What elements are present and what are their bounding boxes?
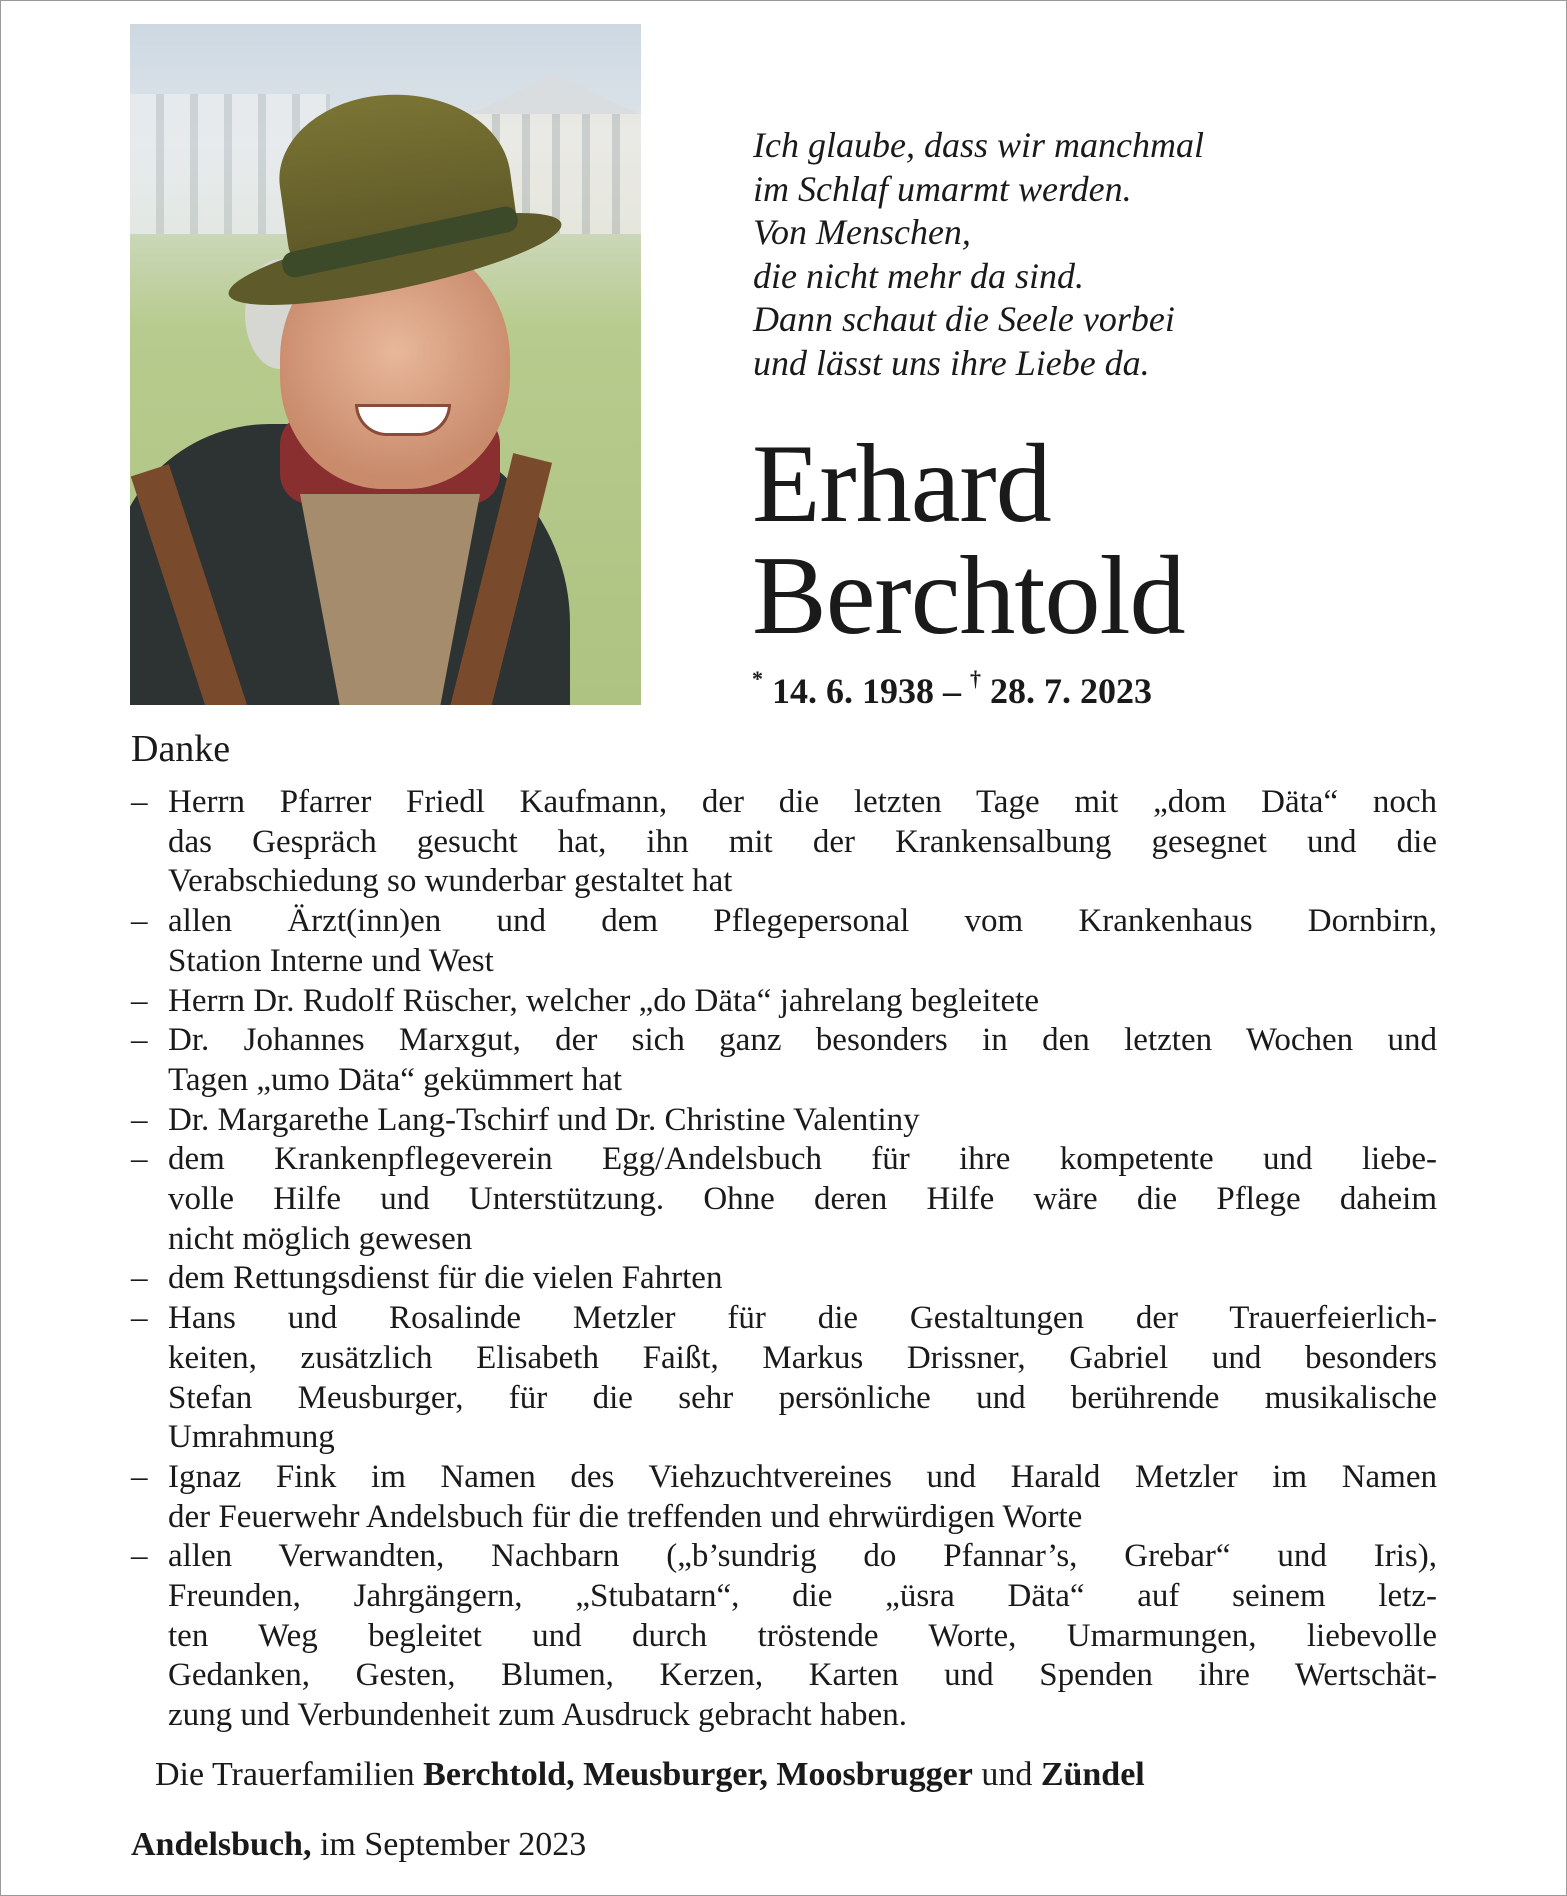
thanks-list-item: [131, 982, 1437, 1022]
list-item-line: allen Verwandten, Nachbarn („b’sundrig do Pfannar’s, Grebar“ und Iris),: [168, 1538, 1437, 1575]
list-item-line: nicht möglich gewesen: [168, 1220, 473, 1257]
thanks-list-item: [131, 1259, 1437, 1299]
photo-roof-right: [460, 74, 641, 119]
list-dash: –: [131, 1458, 148, 1495]
thanks-list-item: [131, 1101, 1437, 1141]
families-signature: [155, 1756, 1145, 1794]
poem: [753, 124, 1204, 385]
poem-line: Dann schaut die Seele vorbei: [753, 299, 1175, 339]
list-dash: –: [131, 1101, 148, 1138]
thanks-list-item: [131, 902, 1437, 981]
thanks-list-item: [131, 1140, 1437, 1259]
list-item-line: der Feuerwehr Andelsbuch für die treffenden und ehrwürdigen Worte: [168, 1498, 1083, 1535]
place-date: [131, 1826, 586, 1864]
thanks-list-item: [131, 1299, 1437, 1458]
thanks-list-item: [131, 1021, 1437, 1100]
families-prefix: Die Trauerfamilien: [155, 1756, 415, 1793]
list-item-line: dem Rettungsdienst für die vielen Fahrten: [168, 1260, 723, 1297]
list-item-line: Herrn Pfarrer Friedl Kaufmann, der die letzten Tage mit „dom Däta“ noch: [168, 784, 1437, 820]
list-dash: –: [131, 1022, 148, 1059]
list-item-line: Herrn Dr. Rudolf Rüscher, welcher „do Däta“ jahrelang begleitete: [168, 982, 1039, 1019]
birth-date: 14. 6. 1938 –: [772, 671, 961, 711]
list-item-line: Hans und Rosalinde Metzler für die Gestaltungen der Trauerfeierlich-: [168, 1300, 1437, 1337]
list-item-line: keiten, zusätzlich Elisabeth Faißt, Markus Drissner, Gabriel und besonders: [168, 1339, 1437, 1376]
list-item-line: Dr. Margarethe Lang-Tschirf und Dr. Christine Valentiny: [168, 1101, 920, 1138]
poem-line: und lässt uns ihre Liebe da.: [753, 342, 1150, 383]
death-symbol: †: [970, 666, 981, 691]
last-name: Berchtold: [752, 534, 1185, 658]
list-dash: –: [131, 903, 148, 940]
place-date-text: im September 2023: [319, 1826, 587, 1863]
list-item-line: dem Krankenpflegeverein Egg/Andelsbuch für ihre kompetente und liebe-: [168, 1141, 1437, 1178]
list-dash: –: [131, 1260, 148, 1297]
birth-symbol: *: [752, 666, 763, 691]
thanks-list-item: [131, 783, 1437, 902]
list-dash: –: [131, 1300, 148, 1337]
list-item-line: Stefan Meusburger, für die sehr persönliche und berührende musikalische: [168, 1379, 1437, 1416]
thanks-list-item: [131, 1537, 1437, 1736]
families-joiner: und: [981, 1756, 1033, 1793]
list-item-line: Ignaz Fink im Namen des Viehzuchtvereines und Harald Metzler im Namen: [168, 1458, 1437, 1495]
list-dash: –: [131, 982, 148, 1019]
list-item-line: Freunden, Jahrgängern, „Stubatarn“, die „üsra Däta“ auf seinem letz-: [168, 1578, 1437, 1615]
poem-line: die nicht mehr da sind.: [753, 255, 1084, 296]
thanks-list: [131, 783, 1437, 1736]
families-last: Zündel: [1040, 1756, 1145, 1793]
poem-line: im Schlaf umarmt werden.: [753, 168, 1132, 209]
list-item-line: volle Hilfe und Unterstützung. Ohne deren Hilfe wäre die Pflege daheim: [168, 1181, 1437, 1218]
first-name: Erhard: [752, 422, 1051, 546]
families-names: Berchtold, Meusburger, Moosbrugger: [423, 1756, 973, 1793]
life-dates: [752, 666, 1152, 712]
list-item-line: Tagen „umo Däta“ gekümmert hat: [168, 1061, 623, 1098]
portrait-photo: [130, 24, 641, 705]
list-item-line: Station Interne und West: [168, 942, 494, 979]
list-item-line: zung und Verbundenheit zum Ausdruck gebracht haben.: [168, 1697, 907, 1734]
list-item-line: Dr. Johannes Marxgut, der sich ganz besonders in den letzten Wochen und: [168, 1022, 1437, 1059]
deceased-name: [752, 422, 1185, 658]
poem-line: Von Menschen,: [753, 212, 971, 252]
poem-line: Ich glaube, dass wir manchmal: [753, 125, 1204, 165]
death-date: 28. 7. 2023: [990, 671, 1152, 711]
list-dash: –: [131, 1538, 148, 1575]
list-dash: –: [131, 784, 148, 820]
list-item-line: ten Weg begleitet und durch tröstende Worte, Umarmungen, liebevolle: [168, 1617, 1437, 1654]
thanks-heading: Danke: [131, 728, 231, 770]
list-item-line: allen Ärzt(inn)en und dem Pflegepersonal vom Krankenhaus Dornbirn,: [168, 903, 1437, 940]
list-item-line: Gedanken, Gesten, Blumen, Kerzen, Karten und Spenden ihre Wertschät-: [168, 1657, 1437, 1694]
list-item-line: das Gespräch gesucht hat, ihn mit der Krankensalbung gesegnet und die: [168, 823, 1437, 860]
place-town: Andelsbuch,: [131, 1826, 312, 1863]
list-item-line: Verabschiedung so wunderbar gestaltet hat: [168, 863, 733, 900]
thanks-list-item: [131, 1458, 1437, 1537]
list-item-line: Umrahmung: [168, 1419, 335, 1456]
list-dash: –: [131, 1141, 148, 1178]
